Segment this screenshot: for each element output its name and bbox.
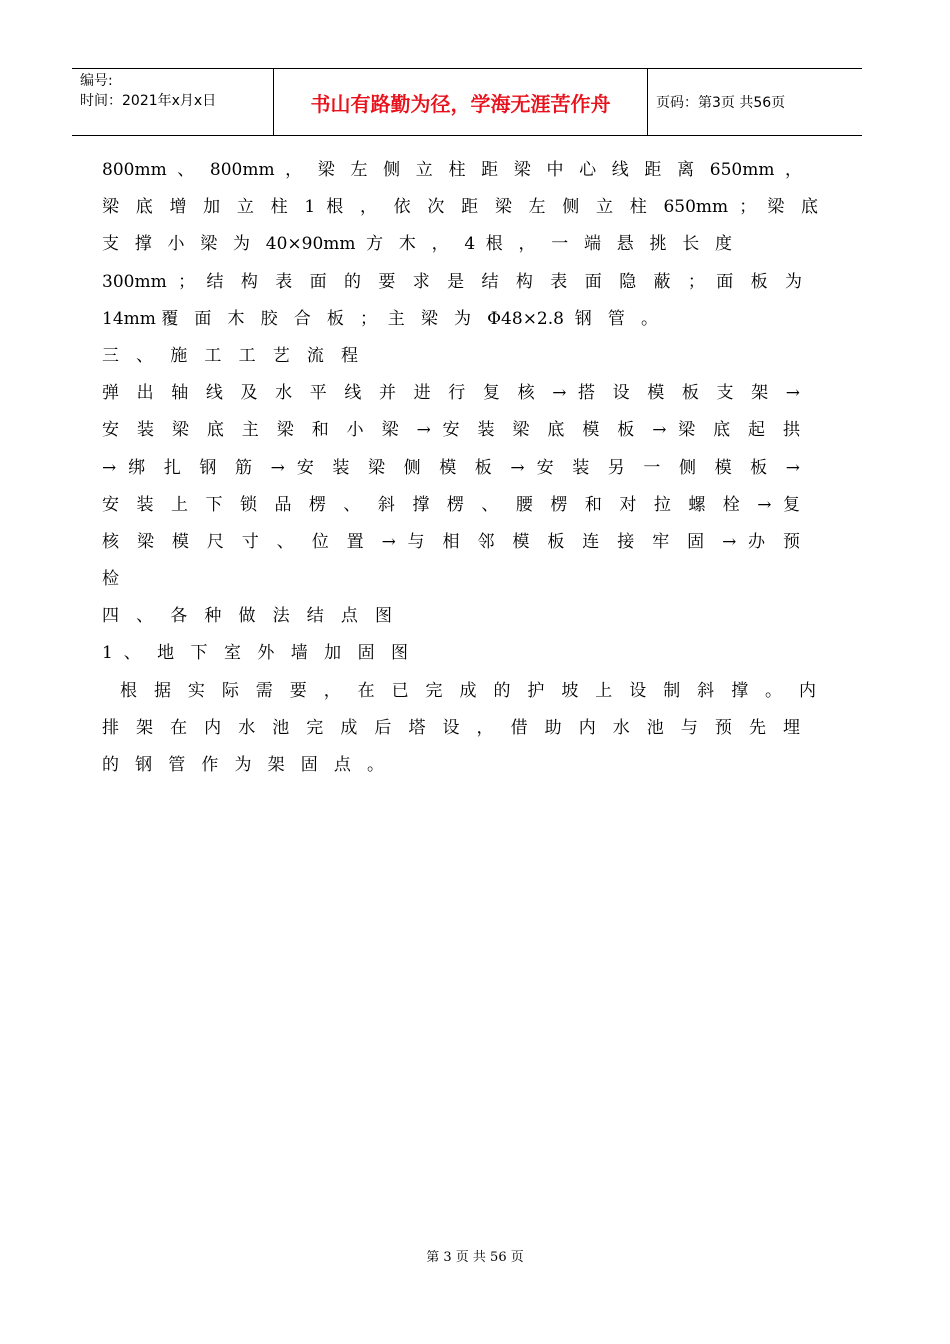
body-line: 检 <box>102 569 119 590</box>
footer-page-number: 第 3 页 共 56 页 <box>426 1250 524 1265</box>
body-line: 14mm覆 面 木 胶 合 板 ； 主 梁 为 Φ48×2.8 钢 管 。 <box>102 308 658 329</box>
document-body <box>102 152 822 784</box>
page-info-text: 页码：第3页 共56页 <box>656 95 786 111</box>
document-header <box>72 68 862 136</box>
motto-cell <box>274 69 648 135</box>
body-line: 弹 出 轴 线 及 水 平 线 并 进 行 复 核 → 搭 设 模 板 支 架 → <box>102 383 800 404</box>
body-line: 梁 底 增 加 立 柱 1 根 ， 依 次 距 梁 左 侧 立 柱 650mm ； 梁 底 <box>102 197 818 218</box>
body-line: 的 钢 管 作 为 架 固 点 。 <box>102 755 384 775</box>
section-heading: 三 、 施 工 工 艺 流 程 <box>102 345 358 366</box>
body-line: 安 装 梁 底 主 梁 和 小 梁 → 安 装 梁 底 模 板 → 梁 底 起 拱 <box>102 420 800 441</box>
time-label: 时间：2021年x月x日 <box>80 93 217 109</box>
body-line: 排 架 在 内 水 池 完 成 后 塔 设 ， 借 助 内 水 池 与 预 先 埋 <box>102 717 800 738</box>
body-line: 300mm ； 结 构 表 面 的 要 求 是 结 构 表 面 隐 蔽 ； 面 板 为 <box>102 271 803 292</box>
page-footer <box>0 1246 950 1265</box>
body-line: 根 据 实 际 需 要 ， 在 已 完 成 的 护 坡 上 设 制 斜 撑 。 内 <box>120 680 816 701</box>
motto-text: 书山有路勤为径，学海无涯苦作舟 <box>310 91 611 116</box>
body-line: 核 梁 模 尺 寸 、 位 置 → 与 相 邻 模 板 连 接 牢 固 → 办 预 <box>102 531 800 552</box>
body-line: → 绑 扎 钢 筋 → 安 装 梁 侧 模 板 → 安 装 另 一 侧 模 板 → <box>102 457 800 478</box>
section-heading: 四 、 各 种 做 法 结 点 图 <box>102 606 392 627</box>
page-info-cell <box>648 69 862 135</box>
body-line: 支 撑 小 梁 为 40×90mm 方 木 ， 4 根 ， 一 端 悬 挑 长 度 <box>102 234 732 255</box>
body-line: 800mm 、 800mm ， 梁 左 侧 立 柱 距 梁 中 心 线 距 离 650mm ， <box>102 160 802 180</box>
sub-heading: 1 、 地 下 室 外 墙 加 固 图 <box>102 643 408 664</box>
header-meta-cell <box>72 69 274 135</box>
number-label: 编号: <box>80 73 113 89</box>
body-line: 安 装 上 下 锁 品 楞 、 斜 撑 楞 、 腰 楞 和 对 拉 螺 栓 → 复 <box>102 494 800 515</box>
